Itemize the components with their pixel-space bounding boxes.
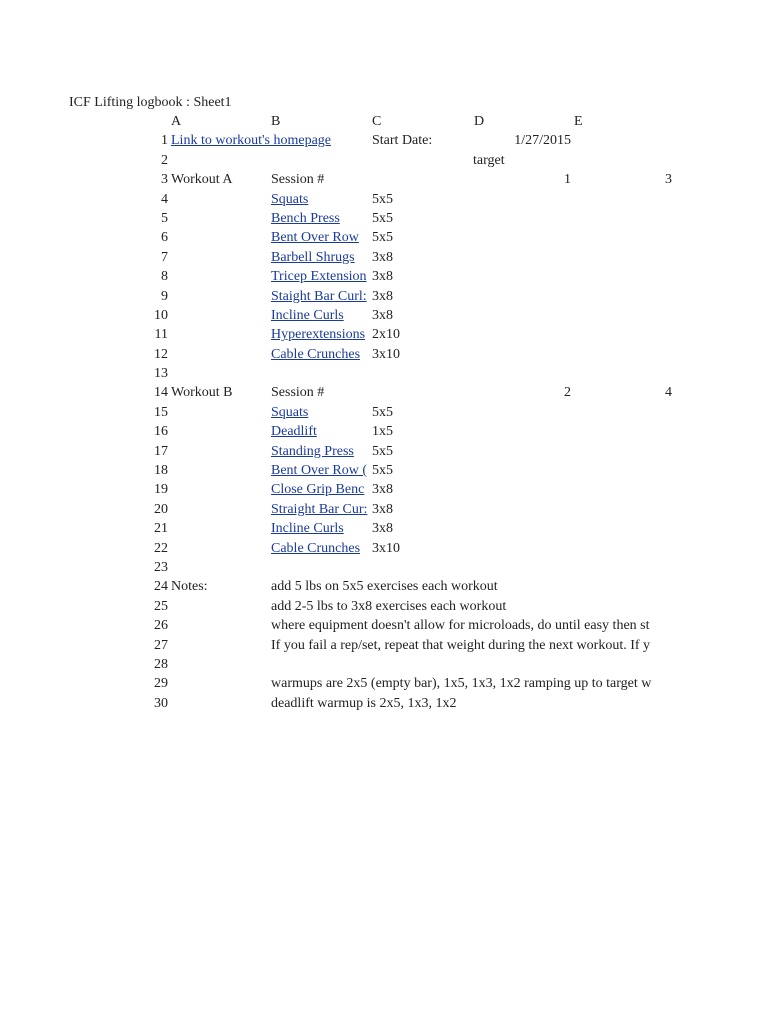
exercise-link[interactable]: Close Grip Benc (271, 482, 365, 498)
row-number: 24 (154, 579, 168, 595)
table-row (0, 383, 768, 402)
note-text: add 5 lbs on 5x5 exercises each workout (271, 579, 498, 595)
row-number: 8 (161, 269, 168, 285)
table-row (0, 364, 768, 383)
table-row (0, 209, 768, 228)
table-row (0, 519, 768, 538)
row-number: 9 (161, 288, 168, 304)
exercise-link[interactable]: Barbell Shrugs (271, 249, 355, 265)
row-number: 14 (154, 385, 168, 401)
sets-reps: 3x8 (372, 269, 393, 285)
row-number: 21 (154, 521, 168, 537)
session-label: Session # (271, 385, 325, 401)
exercise-link[interactable]: Standing Press (271, 443, 354, 459)
row-number: 12 (154, 346, 168, 362)
session-number: 2 (564, 385, 571, 401)
row-number: 30 (154, 695, 168, 711)
row-number: 20 (154, 501, 168, 517)
sets-reps: 5x5 (372, 230, 393, 246)
exercise-link[interactable]: Staight Bar Curl: (271, 288, 367, 304)
note-text: deadlift warmup is 2x5, 1x3, 1x2 (271, 695, 457, 711)
note-text: If you fail a rep/set, repeat that weight during the next workout. If y (271, 637, 651, 653)
row-number: 7 (161, 249, 168, 265)
row-number: 22 (154, 540, 168, 556)
table-row (0, 461, 768, 480)
row-number: 26 (154, 618, 168, 634)
row-number: 10 (154, 307, 168, 323)
row-number: 11 (154, 327, 168, 343)
sets-reps: 1x5 (372, 424, 393, 440)
sets-reps: 3x8 (372, 482, 393, 498)
table-row (0, 442, 768, 461)
row-number: 27 (154, 637, 168, 653)
exercise-link[interactable]: Incline Curls (271, 521, 344, 537)
column-header-d: D (474, 114, 485, 129)
table-row (0, 480, 768, 499)
note-text: where equipment doesn't allow for microloads, do until easy then st (271, 618, 650, 634)
workout-a-label: Workout A (171, 172, 233, 188)
table-row (0, 577, 768, 596)
table-row (0, 674, 768, 693)
sets-reps: 3x10 (372, 540, 400, 556)
note-text: warmups are 2x5 (empty bar), 1x5, 1x3, 1x2 ramping up to target w (271, 676, 652, 692)
table-row (0, 267, 768, 286)
column-header-c: C (372, 114, 382, 129)
sets-reps: 5x5 (372, 210, 393, 226)
sets-reps: 5x5 (372, 463, 393, 479)
row-number: 4 (161, 191, 168, 207)
exercise-link[interactable]: Bench Press (271, 210, 340, 226)
table-row (0, 558, 768, 577)
sets-reps: 3x10 (372, 346, 400, 362)
row-number: 28 (154, 656, 168, 672)
exercise-link[interactable]: Cable Crunches (271, 540, 361, 556)
exercise-link[interactable]: Tricep Extension (271, 269, 367, 285)
row-number: 1 (161, 133, 168, 149)
table-row (0, 228, 768, 247)
row-number: 17 (154, 443, 168, 459)
table-row (0, 616, 768, 635)
exercise-link[interactable]: Squats (271, 404, 309, 420)
row-number: 6 (161, 230, 168, 246)
exercise-link[interactable]: Cable Crunches (271, 346, 361, 362)
table-row (0, 345, 768, 364)
table-row (0, 306, 768, 325)
row-number: 15 (154, 404, 168, 420)
exercise-link[interactable]: Squats (271, 191, 309, 207)
row-number: 3 (161, 172, 168, 188)
column-header-e: E (574, 114, 583, 129)
row-number: 18 (154, 463, 168, 479)
table-row (0, 131, 768, 150)
row-number: 29 (154, 676, 168, 692)
exercise-link[interactable]: Straight Bar Cur: (271, 501, 368, 517)
table-row (0, 597, 768, 616)
note-text: add 2-5 lbs to 3x8 exercises each workout (271, 598, 507, 614)
start-date-value: 1/27/2015 (514, 133, 571, 149)
session-number: 3 (665, 172, 672, 188)
sets-reps: 3x8 (372, 501, 393, 517)
row-number: 16 (154, 424, 168, 440)
table-row (0, 694, 768, 713)
table-row (0, 190, 768, 209)
table-row (0, 287, 768, 306)
sets-reps: 5x5 (372, 191, 393, 207)
workout-b-label: Workout B (171, 385, 233, 401)
target-label: target (473, 152, 505, 168)
table-row (0, 655, 768, 674)
sets-reps: 5x5 (372, 404, 393, 420)
table-row (0, 539, 768, 558)
table-row (0, 325, 768, 344)
column-header-b: B (271, 114, 281, 129)
row-number: 13 (154, 366, 168, 382)
exercise-link[interactable]: Bent Over Row ( (271, 463, 368, 479)
start-date-label: Start Date: (372, 133, 433, 149)
row-number: 2 (161, 152, 168, 168)
row-number: 25 (154, 598, 168, 614)
session-number: 4 (665, 385, 672, 401)
exercise-link[interactable]: Bent Over Row (271, 230, 359, 246)
exercise-link[interactable]: Deadlift (271, 424, 317, 440)
sets-reps: 5x5 (372, 443, 393, 459)
sets-reps: 2x10 (372, 327, 400, 343)
sets-reps: 3x8 (372, 521, 393, 537)
sets-reps: 3x8 (372, 249, 393, 265)
sets-reps: 3x8 (372, 288, 393, 304)
table-row (0, 403, 768, 422)
row-number: 23 (154, 559, 168, 575)
sets-reps: 3x8 (372, 307, 393, 323)
exercise-link[interactable]: Hyperextensions (271, 327, 366, 343)
row-number: 5 (161, 210, 168, 226)
spreadsheet (0, 112, 768, 713)
table-row (0, 151, 768, 170)
table-row (0, 422, 768, 441)
table-row (0, 248, 768, 267)
exercise-link[interactable]: Incline Curls (271, 307, 344, 323)
workout-homepage-link[interactable]: Link to workout's homepage (171, 133, 331, 149)
column-header-row (0, 112, 768, 131)
page-title: ICF Lifting logbook : Sheet1 (69, 95, 232, 110)
table-row (0, 636, 768, 655)
table-row (0, 170, 768, 189)
table-row (0, 500, 768, 519)
session-number: 1 (564, 172, 571, 188)
session-label: Session # (271, 172, 325, 188)
row-number: 19 (154, 482, 168, 498)
column-header-a: A (171, 114, 182, 129)
notes-label: Notes: (171, 579, 208, 595)
